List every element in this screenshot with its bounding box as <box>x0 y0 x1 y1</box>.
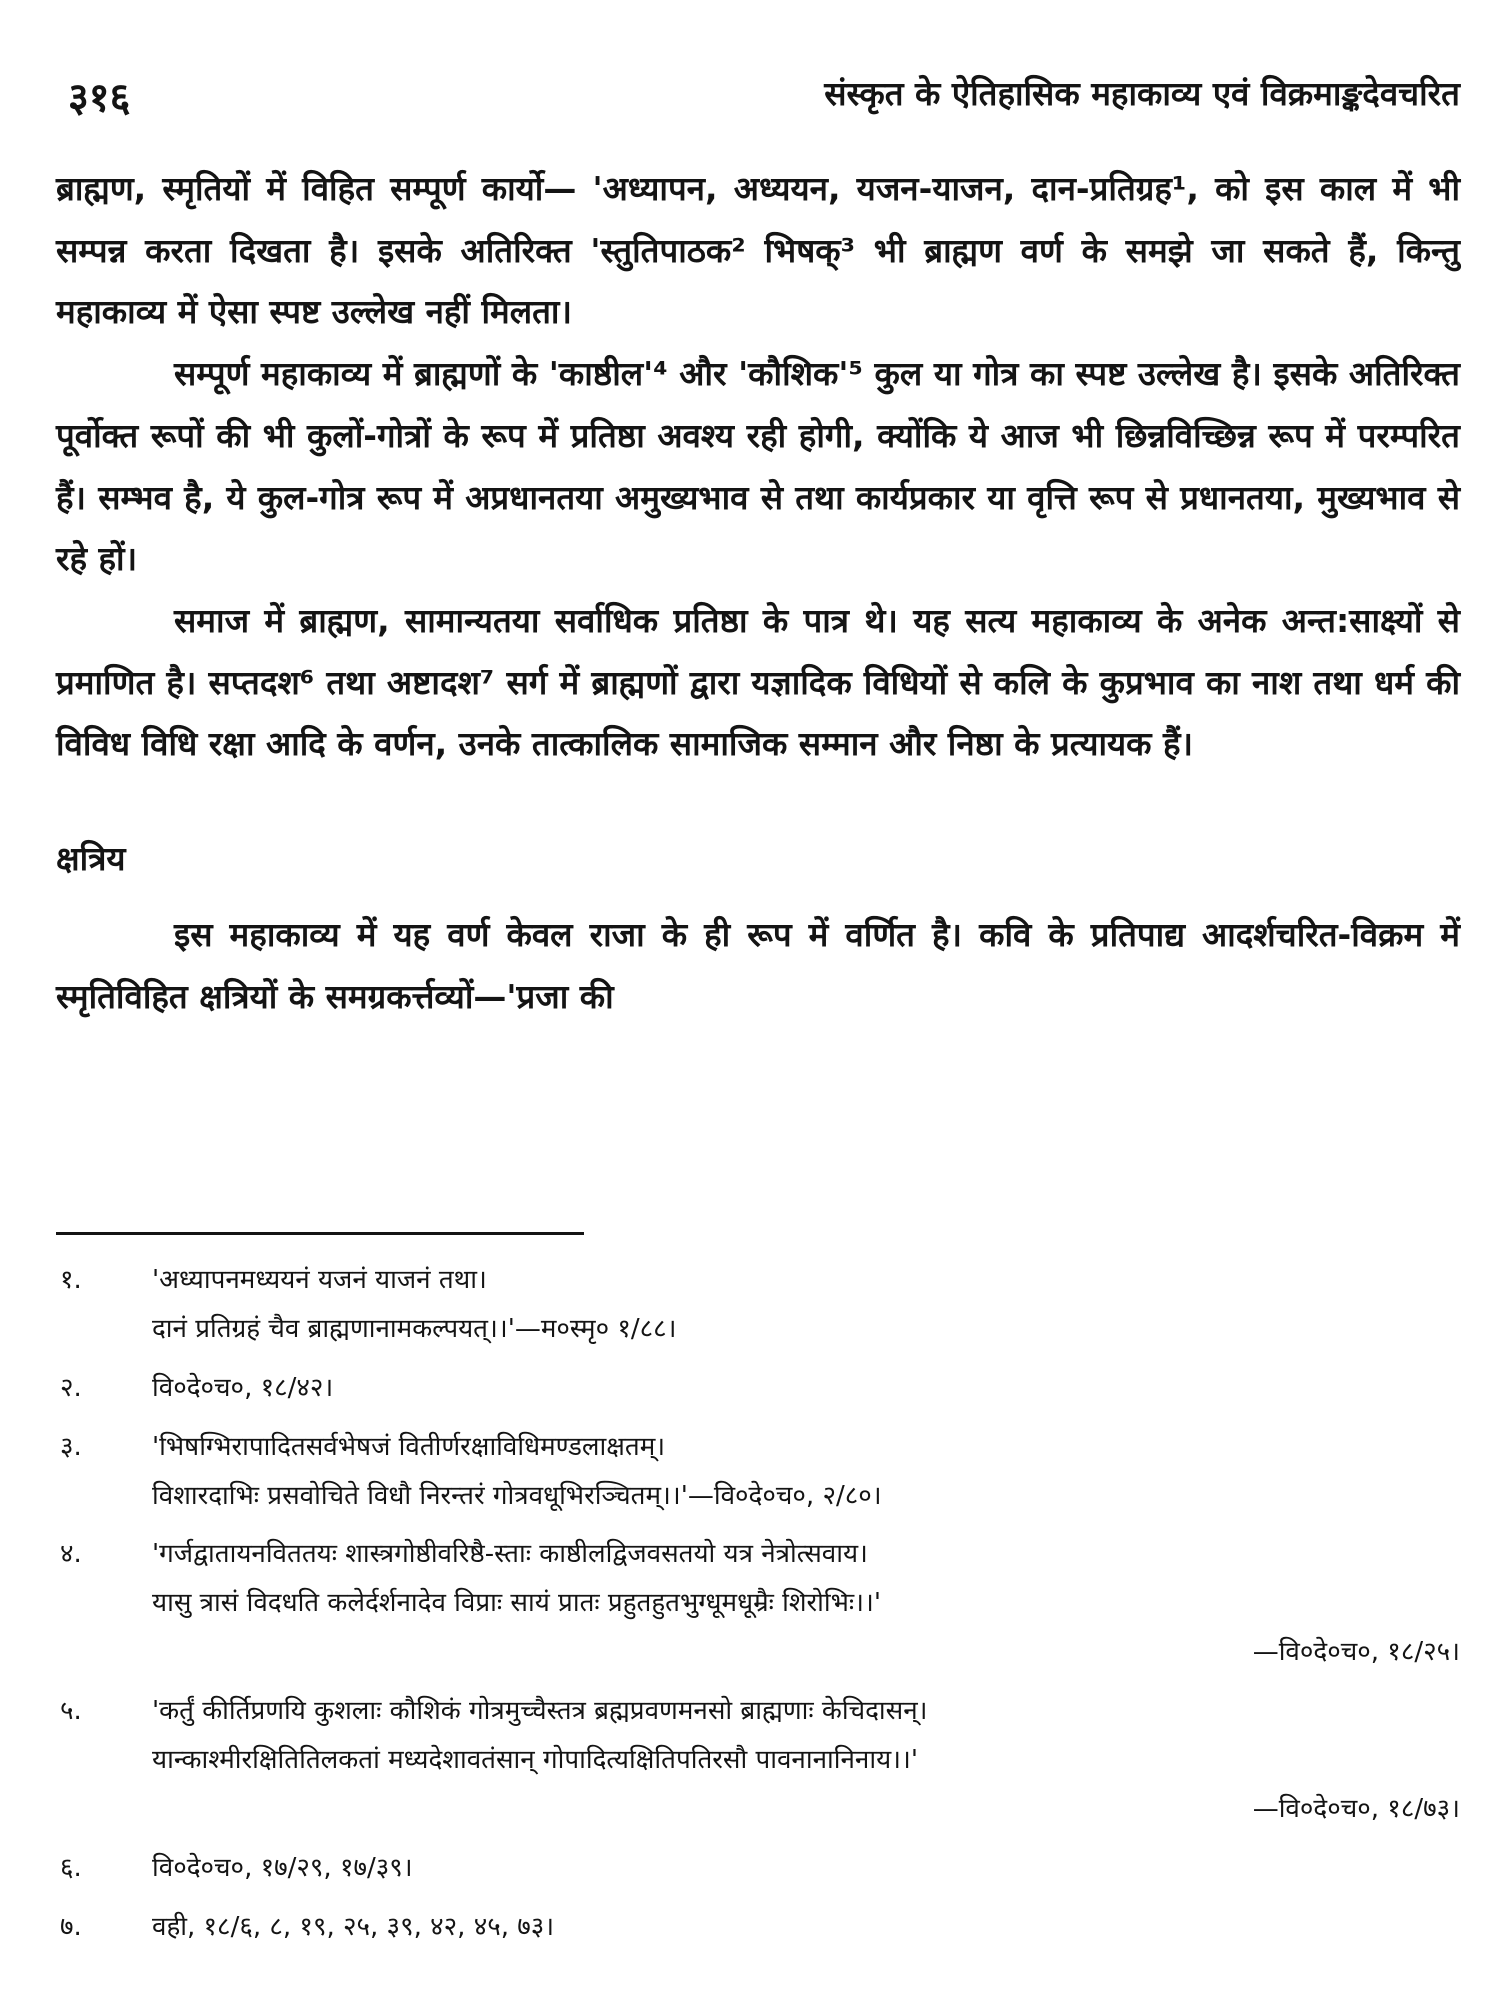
footnote <box>60 1687 1460 1834</box>
footnote-number: ६. <box>60 1852 82 1883</box>
footnote-line: 'भिषग्भिरापादितसर्वभेषजं वितीर्णरक्षाविधिमण्डलाक्षतम्। <box>152 1431 666 1462</box>
footnote-line: 'अध्यापनमध्ययनं यजनं याजनं तथा। <box>152 1265 487 1295</box>
footnote-line: विशारदाभिः प्रसवोचिते विधौ निरन्तरं गोत्रवधूभिरञ्चितम्।।'—वि०दे०च०, २/८०। <box>152 1480 882 1511</box>
footnote-number: ७. <box>60 1911 82 1942</box>
footnote <box>60 1530 1460 1677</box>
page-header <box>68 68 1460 128</box>
footnote-number: ४. <box>60 1539 82 1570</box>
footnote-line: 'गर्जद्वातायनविततयः शास्त्रगोष्ठीवरिष्ठै-स्ताः काष्ठीलद्विजवसतयो यत्र नेत्रोत्सवाय। <box>152 1539 868 1570</box>
section-heading: क्षत्रिय <box>56 839 126 879</box>
paragraph-brahmin-duties: ब्राह्मण, स्मृतियों में विहित सम्पूर्ण कार्यो— 'अध्यापन, अध्ययन, यजन-याजन, दान-प्रतिग्रह¹, को इस काल में भी सम्पन्न करता दिखता है। इसके अतिरिक्त 'स्तुतिपाठक² भिषक्³ भी ब्राह्मण वर्ण के समझे जा सकते हैं, किन्तु महाकाव्य में ऐसा स्पष्ट उल्लेख नहीं मिलता। <box>56 169 1460 332</box>
footnote <box>60 1423 1460 1521</box>
footnote <box>60 1364 1460 1413</box>
footnote-line: वि०दे०च०, १८/४२। <box>152 1372 334 1403</box>
footnote <box>60 1256 1460 1354</box>
footnote-number: १. <box>60 1265 82 1295</box>
footnote-source: —वि०दे०च०, १८/२५। <box>1252 1637 1460 1668</box>
page-number: ३१६ <box>68 75 131 121</box>
footnote-number: २. <box>60 1372 82 1403</box>
paragraph-brahmin-status: समाज में ब्राह्मण, सामान्यतया सर्वाधिक प्रतिष्ठा के पात्र थे। यह सत्य महाकाव्य के अनेक अन्त:साक्ष्यों से प्रमाणित है। सप्तदश⁶ तथा अष्टादश⁷ सर्ग में ब्राह्मणों द्वारा यज्ञादिक विधियों से कलि के कुप्रभाव का नाश तथा धर्म की विविध विधि रक्षा आदि के वर्णन, उनके तात्कालिक सामाजिक सम्मान और निष्ठा के प्रत्यायक हैं। <box>56 600 1460 764</box>
footnote <box>60 1903 1460 1952</box>
footnote-source: —वि०दे०च०, १८/७३। <box>1252 1793 1460 1824</box>
footnotes <box>60 1256 1460 1961</box>
running-title: संस्कृत के ऐतिहासिक महाकाव्य एवं विक्रमाङ्कदेवचरित <box>824 74 1460 113</box>
footnote-divider <box>56 1232 584 1235</box>
footnote-line: यासु त्रासं विदधति कलेर्दर्शनादेव विप्राः सायं प्रातः प्रहुतहुतभुग्धूमधूम्रैः शिरोभिः।।' <box>152 1588 882 1619</box>
footnote-line: यान्काश्मीरक्षितितिलकतां मध्यदेशावतंसान् गोपादित्यक्षितिपतिरसौ पावनानानिनाय।।' <box>152 1744 919 1775</box>
footnote-line: वि०दे०च०, १७/२९, १७/३९। <box>152 1852 413 1883</box>
footnote <box>60 1844 1460 1893</box>
footnote-number: ३. <box>60 1431 82 1462</box>
footnote-line: 'कर्तुं कीर्तिप्रणयि कुशलाः कौशिकं गोत्रमुच्चैस्तत्र ब्रह्मप्रवणमनसो ब्राह्मणाः केचिदासन्। <box>152 1696 928 1726</box>
paragraph-kshatriya: इस महाकाव्य में यह वर्ण केवल राजा के ही रूप में वर्णित है। कवि के प्रतिपाद्य आदर्शचरित-विक्रम में स्मृतिविहित क्षत्रियों के समग्रकर्त्तव्यों—'प्रजा की <box>56 915 1460 1016</box>
footnote-line: दानं प्रतिग्रहं चैव ब्राह्मणानामकल्पयत्।।'—म०स्मृ० १/८८। <box>152 1313 677 1344</box>
footnote-line: वही, १८/६, ८, १९, २५, ३९, ४२, ४५, ७३। <box>152 1911 555 1942</box>
paragraph-brahmin-gotras: सम्पूर्ण महाकाव्य में ब्राह्मणों के 'काष्ठील'⁴ और 'कौशिक'⁵ कुल या गोत्र का स्पष्ट उल्लेख है। इसके अतिरिक्त पूर्वोक्त रूपों की भी कुलों-गोत्रों के रूप में प्रतिष्ठा अवश्य रही होगी, क्योंकि ये आज भी छिन्नविच्छिन्न रूप में परम्परित हैं। सम्भव है, ये कुल-गोत्र रूप में अप्रधानतया अमुख्यभाव से तथा कार्यप्रकार या वृत्ति रूप से प्रधानतया, मुख्यभाव से रहे हों। <box>56 354 1460 579</box>
footnote-number: ५. <box>60 1696 82 1726</box>
body-text <box>56 158 1460 1027</box>
